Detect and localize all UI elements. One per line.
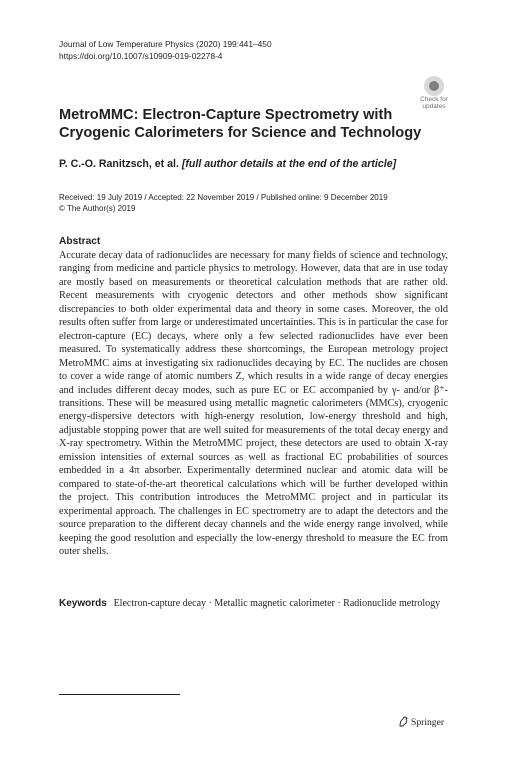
author-line <box>59 158 396 171</box>
keywords <box>59 597 448 611</box>
copyright-notice: © The Author(s) 2019 <box>59 204 136 213</box>
check-for-updates-icon <box>424 76 444 96</box>
publication-history <box>59 192 388 214</box>
author-names: P. C.-O. Ranitzsch, et al. <box>59 158 179 170</box>
journal-citation: Journal of Low Temperature Physics (2020) 199:441–450 <box>59 39 272 49</box>
author-details-note[interactable]: [full author details at the end of the article] <box>181 158 397 170</box>
footnote-rule <box>59 694 180 695</box>
springer-horse-icon <box>398 716 409 727</box>
history-dates: Received: 19 July 2019 / Accepted: 22 November 2019 / Published online: 9 December 2019 <box>59 193 388 202</box>
keywords-label: Keywords <box>59 598 107 609</box>
springer-wordmark: Springer <box>411 717 445 728</box>
check-for-updates-label: Check for updates <box>420 96 448 110</box>
article-title: MetroMMC: Electron-Capture Spectrometry with Cryogenic Calorimeters for Science and Technology <box>59 107 422 141</box>
abstract-text: Accurate decay data of radionuclides are necessary for many fields of science and technology, ranging from medicine and particle physics to metrology. However, data that are in use today are mostly based on measurements or theoretical calculation methods that are rather old. Recent measurements with cryogenic detectors and other methods show significant discrepancies to both older experimental data and theory in some cases. Moreover, the old results often suffer from large or underestimated uncertainties. This is in particular the case for electron-capture (EC) decays, where only a few selected radionuclides have ever been measured. To systematically address these shortcomings, the European metrology project MetroMMC aims at investigating six radionuclides decaying by EC. The nuclides are chosen to cover a wide range of atomic numbers Z, which results in a wide range of decay energies and includes different decay modes, such as pure EC or EC accompanied by γ- and/or β⁺-transitions. These will be measured using metallic magnetic calorimeters (MMCs), cryogenic energy-dispersive detectors with high-energy resolution, low-energy threshold and high, adjustable stopping power that are well suited for measurements of the total decay energy and X-ray spectrometry. Within the MetroMMC project, these detectors are used to obtain X-ray emission intensities of external sources as well as fractional EC probabilities of sources embedded in a 4π absorber. Experimentally determined nuclear and atomic data will be compared to state-of-the-art theoretical calculations which will be further developed within the project. This contribution introduces the MetroMMC project and in particular its experimental approach. The challenges in EC spectrometry are to adapt the detectors and the source preparation to the different decay channels and the wide energy range involved, while keeping the good resolution and especially the low-energy threshold to measure the EC from outer shells. <box>59 250 448 557</box>
abstract-heading: Abstract <box>59 236 101 247</box>
check-for-updates-badge[interactable] <box>418 76 450 110</box>
keywords-text: Electron-capture decay · Metallic magnetic calorimeter · Radionuclide metrology <box>113 598 441 609</box>
doi-link[interactable]: https://doi.org/10.1007/s10909-019-02278-4 <box>59 51 223 61</box>
springer-logo <box>398 716 444 729</box>
journal-header <box>59 38 272 62</box>
